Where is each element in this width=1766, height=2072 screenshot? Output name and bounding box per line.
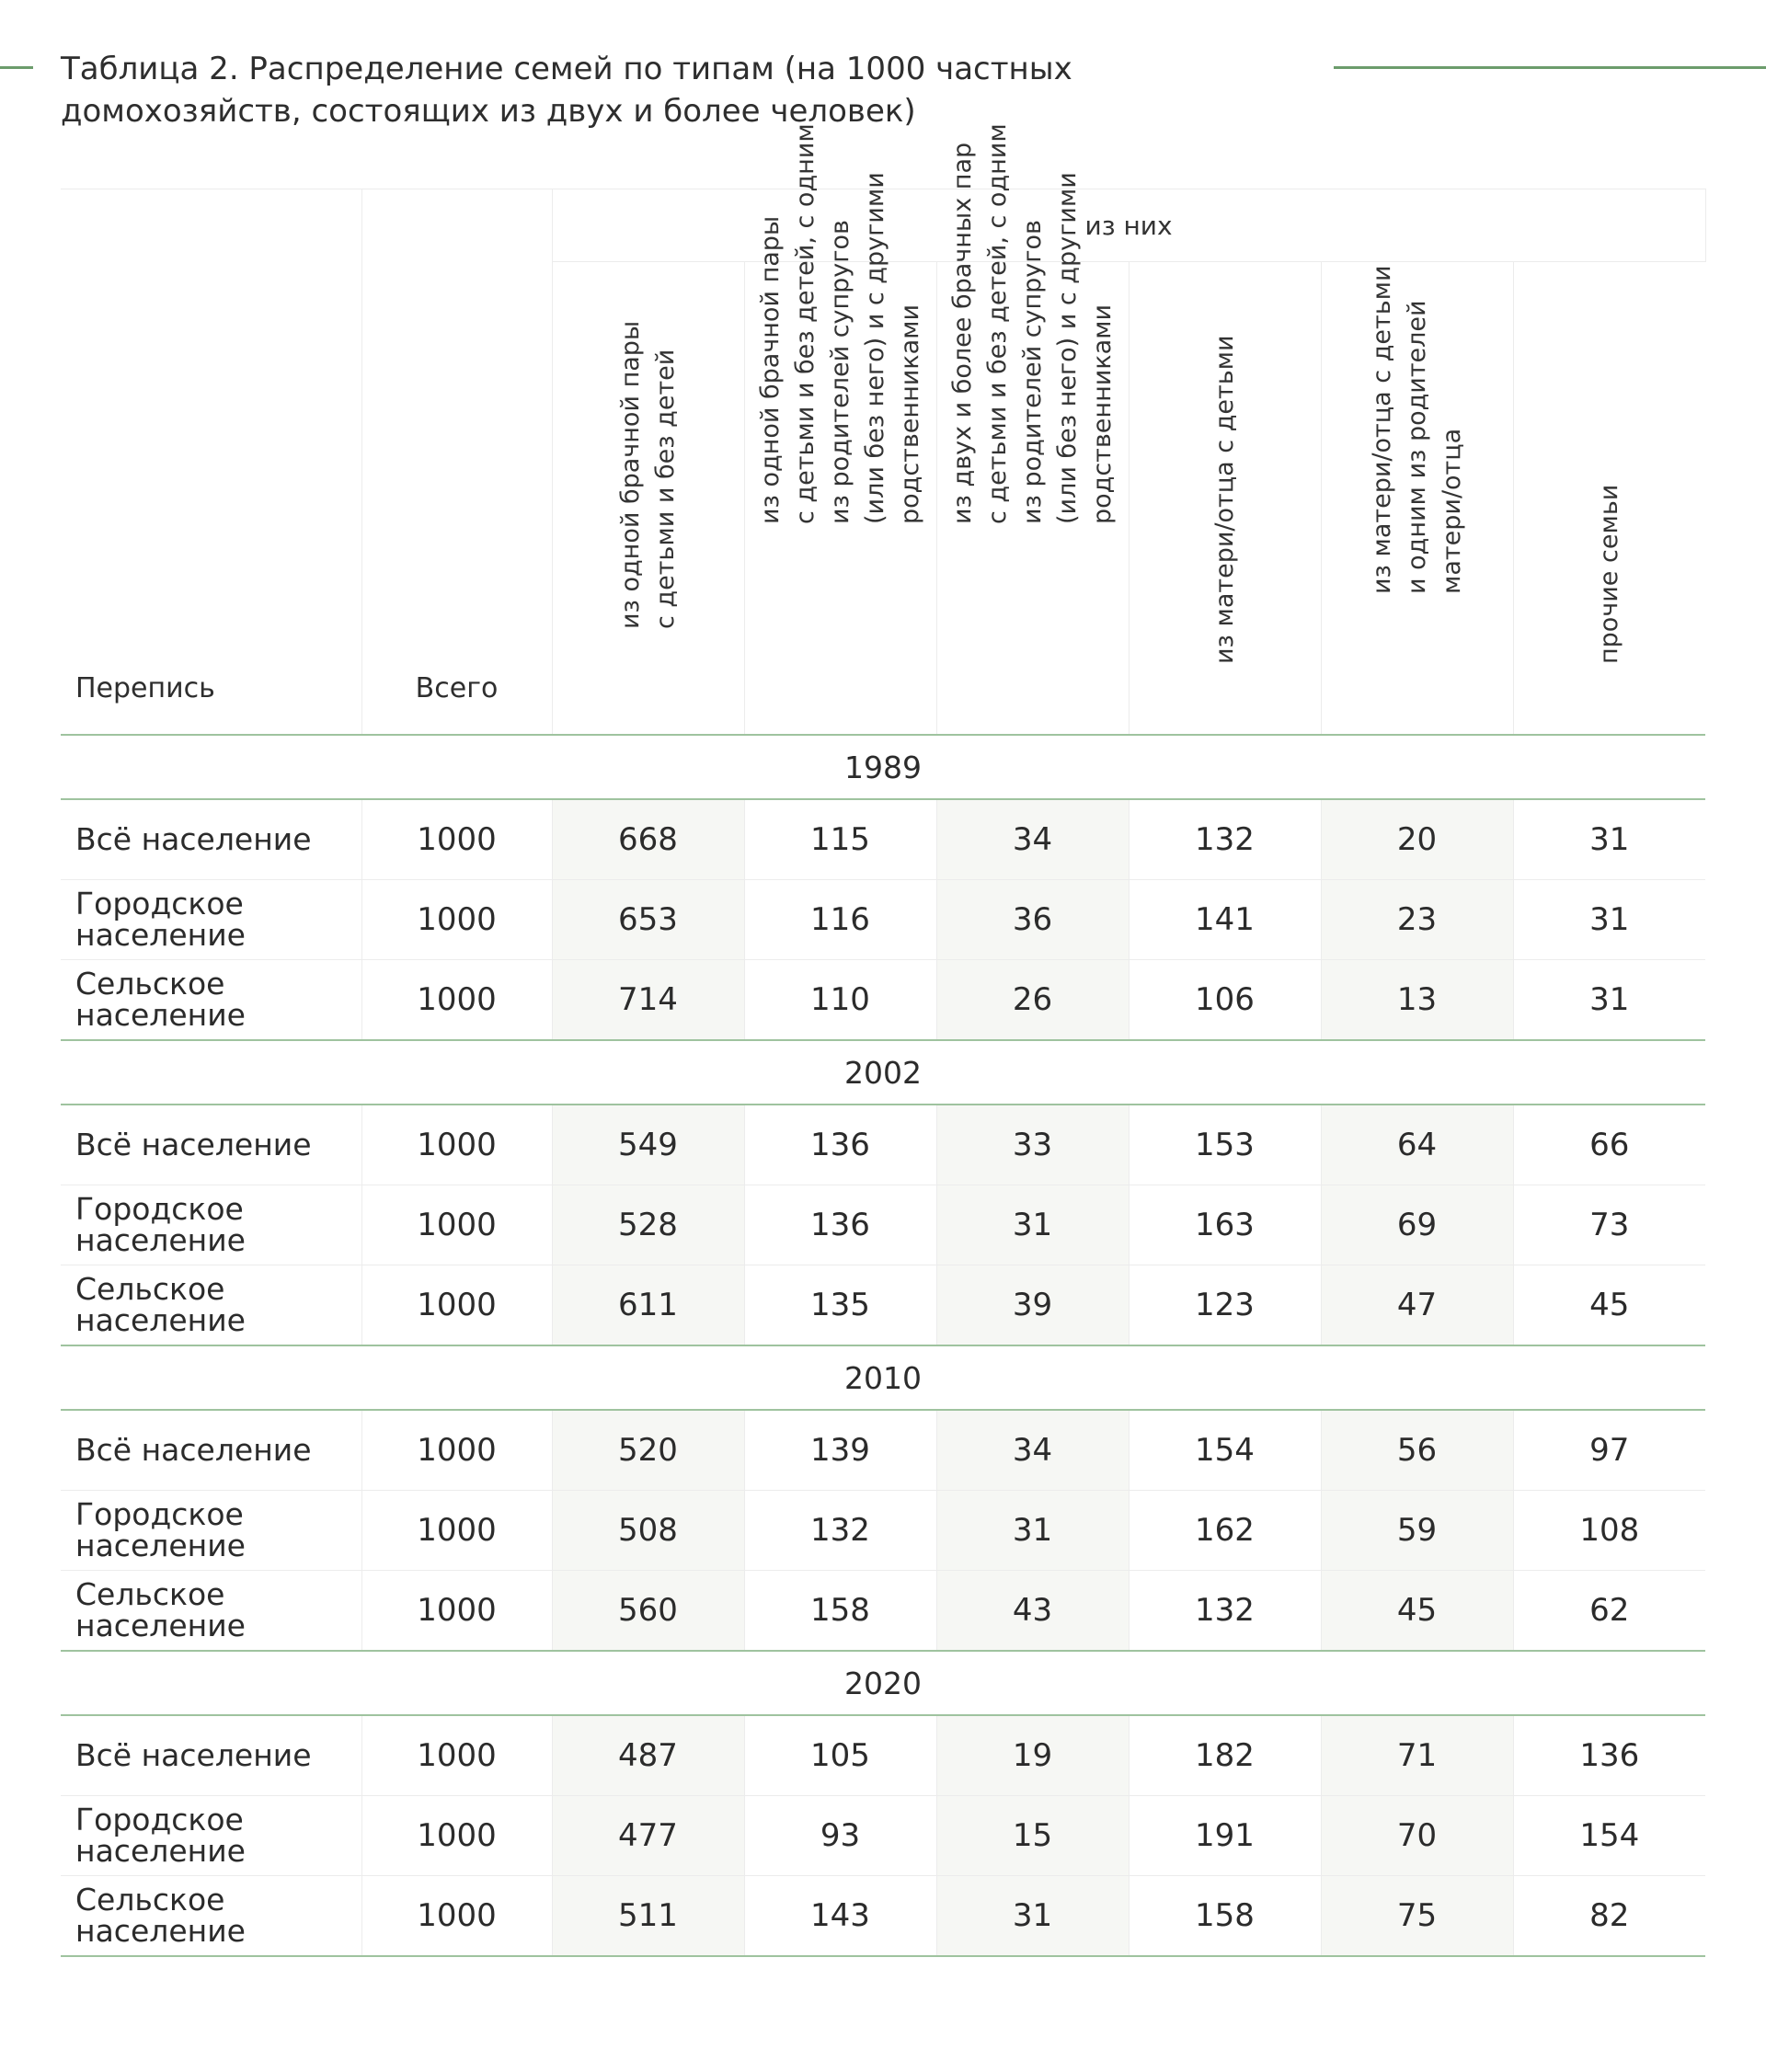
row-total: 1000 (361, 1265, 552, 1346)
cell-value: 549 (552, 1105, 744, 1185)
header-column-label: из одной брачной пары с детьми и без детей (615, 320, 680, 629)
cell-value: 31 (936, 1185, 1129, 1265)
cell-value: 132 (1129, 799, 1321, 880)
cell-value: 158 (1129, 1876, 1321, 1957)
cell-value: 39 (936, 1265, 1129, 1346)
cell-value: 154 (1513, 1796, 1705, 1876)
cell-value: 31 (1513, 799, 1705, 880)
row-name: Городское население (61, 1185, 361, 1265)
cell-value: 106 (1129, 960, 1321, 1041)
cell-value: 56 (1321, 1410, 1513, 1491)
cell-value: 97 (1513, 1410, 1705, 1491)
cell-value: 182 (1129, 1715, 1321, 1796)
cell-value: 64 (1321, 1105, 1513, 1185)
cell-value: 154 (1129, 1410, 1321, 1491)
header-census-label: Перепись (75, 672, 215, 704)
table-row (61, 1571, 1705, 1652)
header-column-5 (1321, 262, 1513, 736)
cell-value: 132 (744, 1491, 936, 1571)
year-row (61, 735, 1705, 799)
cell-value: 668 (552, 799, 744, 880)
cell-value: 135 (744, 1265, 936, 1346)
cell-value: 23 (1321, 880, 1513, 960)
cell-value: 34 (936, 1410, 1129, 1491)
year-label: 1989 (61, 735, 1705, 799)
cell-value: 62 (1513, 1571, 1705, 1652)
header-column-label: прочие семьи (1594, 484, 1623, 664)
header-census (61, 189, 361, 736)
row-total: 1000 (361, 1571, 552, 1652)
cell-value: 15 (936, 1796, 1129, 1876)
cell-value: 123 (1129, 1265, 1321, 1346)
cell-value: 73 (1513, 1185, 1705, 1265)
table-row (61, 880, 1705, 960)
row-name: Сельское население (61, 1265, 361, 1346)
cell-value: 560 (552, 1571, 744, 1652)
cell-value: 75 (1321, 1876, 1513, 1957)
header-total (361, 189, 552, 736)
cell-value: 31 (936, 1876, 1129, 1957)
cell-value: 43 (936, 1571, 1129, 1652)
row-name: Всё население (61, 1410, 361, 1491)
cell-value: 13 (1321, 960, 1513, 1041)
cell-value: 520 (552, 1410, 744, 1491)
cell-value: 82 (1513, 1876, 1705, 1957)
year-row (61, 1345, 1705, 1410)
cell-value: 93 (744, 1796, 936, 1876)
cell-value: 141 (1129, 880, 1321, 960)
cell-value: 163 (1129, 1185, 1321, 1265)
table-row (61, 1410, 1705, 1491)
row-name: Сельское население (61, 1876, 361, 1957)
row-total: 1000 (361, 1876, 552, 1957)
year-label: 2002 (61, 1040, 1705, 1105)
decorative-line-left (0, 66, 33, 69)
cell-value: 136 (744, 1185, 936, 1265)
cell-value: 511 (552, 1876, 744, 1957)
cell-value: 59 (1321, 1491, 1513, 1571)
cell-value: 191 (1129, 1796, 1321, 1876)
cell-value: 26 (936, 960, 1129, 1041)
header-column-2 (744, 123, 936, 736)
cell-value: 71 (1321, 1715, 1513, 1796)
year-row (61, 1040, 1705, 1105)
cell-value: 508 (552, 1491, 744, 1571)
cell-value: 611 (552, 1265, 744, 1346)
row-name: Всё население (61, 799, 361, 880)
row-total: 1000 (361, 1715, 552, 1796)
cell-value: 47 (1321, 1265, 1513, 1346)
cell-value: 487 (552, 1715, 744, 1796)
cell-value: 528 (552, 1185, 744, 1265)
family-types-table (61, 123, 1706, 1957)
row-name: Сельское население (61, 1571, 361, 1652)
table-row (61, 960, 1705, 1041)
table-row (61, 799, 1705, 880)
row-name: Городское население (61, 1491, 361, 1571)
cell-value: 66 (1513, 1105, 1705, 1185)
cell-value: 143 (744, 1876, 936, 1957)
cell-value: 19 (936, 1715, 1129, 1796)
table-row (61, 1185, 1705, 1265)
header-column-label: из матери/отца с детьми и одним из родителей матери/отца (1367, 265, 1466, 594)
table-row (61, 1876, 1705, 1957)
cell-value: 153 (1129, 1105, 1321, 1185)
cell-value: 31 (1513, 880, 1705, 960)
header-of-which: из них (552, 189, 1705, 262)
row-total: 1000 (361, 880, 552, 960)
cell-value: 136 (1513, 1715, 1705, 1796)
cell-value: 477 (552, 1796, 744, 1876)
cell-value: 139 (744, 1410, 936, 1491)
header-column-4 (1129, 262, 1321, 736)
year-row (61, 1651, 1705, 1715)
cell-value: 45 (1513, 1265, 1705, 1346)
table-row (61, 1105, 1705, 1185)
decorative-line-right (1334, 66, 1766, 69)
cell-value: 116 (744, 880, 936, 960)
cell-value: 70 (1321, 1796, 1513, 1876)
year-label: 2020 (61, 1651, 1705, 1715)
cell-value: 653 (552, 880, 744, 960)
cell-value: 31 (936, 1491, 1129, 1571)
header-column-label: из одной брачной пары с детьми и без детей, с одним из родителей супругов (или без него) и с другими родственниками (755, 123, 924, 524)
cell-value: 108 (1513, 1491, 1705, 1571)
year-label: 2010 (61, 1345, 1705, 1410)
row-total: 1000 (361, 1796, 552, 1876)
row-name: Всё население (61, 1105, 361, 1185)
table-row (61, 1265, 1705, 1346)
table-row (61, 1715, 1705, 1796)
cell-value: 36 (936, 880, 1129, 960)
cell-value: 115 (744, 799, 936, 880)
table-title: Таблица 2. Распределение семей по типам (на 1000 частных домохозяйств, состоящих из двух и более человек) (61, 51, 1072, 130)
cell-value: 110 (744, 960, 936, 1041)
row-name: Городское население (61, 880, 361, 960)
cell-value: 136 (744, 1105, 936, 1185)
table-row (61, 1796, 1705, 1876)
row-name: Сельское население (61, 960, 361, 1041)
table-row (61, 1491, 1705, 1571)
cell-value: 69 (1321, 1185, 1513, 1265)
header-total-label: Всего (415, 672, 499, 704)
header-column-label: из матери/отца с детьми (1210, 335, 1239, 664)
cell-value: 132 (1129, 1571, 1321, 1652)
row-name: Всё население (61, 1715, 361, 1796)
cell-value: 162 (1129, 1491, 1321, 1571)
cell-value: 20 (1321, 799, 1513, 880)
cell-value: 31 (1513, 960, 1705, 1041)
row-total: 1000 (361, 960, 552, 1041)
header-column-1 (552, 262, 744, 736)
row-total: 1000 (361, 1410, 552, 1491)
row-name: Городское население (61, 1796, 361, 1876)
cell-value: 34 (936, 799, 1129, 880)
cell-value: 45 (1321, 1571, 1513, 1652)
cell-value: 714 (552, 960, 744, 1041)
cell-value: 158 (744, 1571, 936, 1652)
row-total: 1000 (361, 799, 552, 880)
header-column-6 (1513, 262, 1705, 736)
row-total: 1000 (361, 1491, 552, 1571)
cell-value: 33 (936, 1105, 1129, 1185)
header-column-label: из двух и более брачных пар с детьми и без детей, с одним из родителей супругов (или без него) и с другими родственниками (947, 123, 1117, 524)
row-total: 1000 (361, 1105, 552, 1185)
row-total: 1000 (361, 1185, 552, 1265)
cell-value: 105 (744, 1715, 936, 1796)
